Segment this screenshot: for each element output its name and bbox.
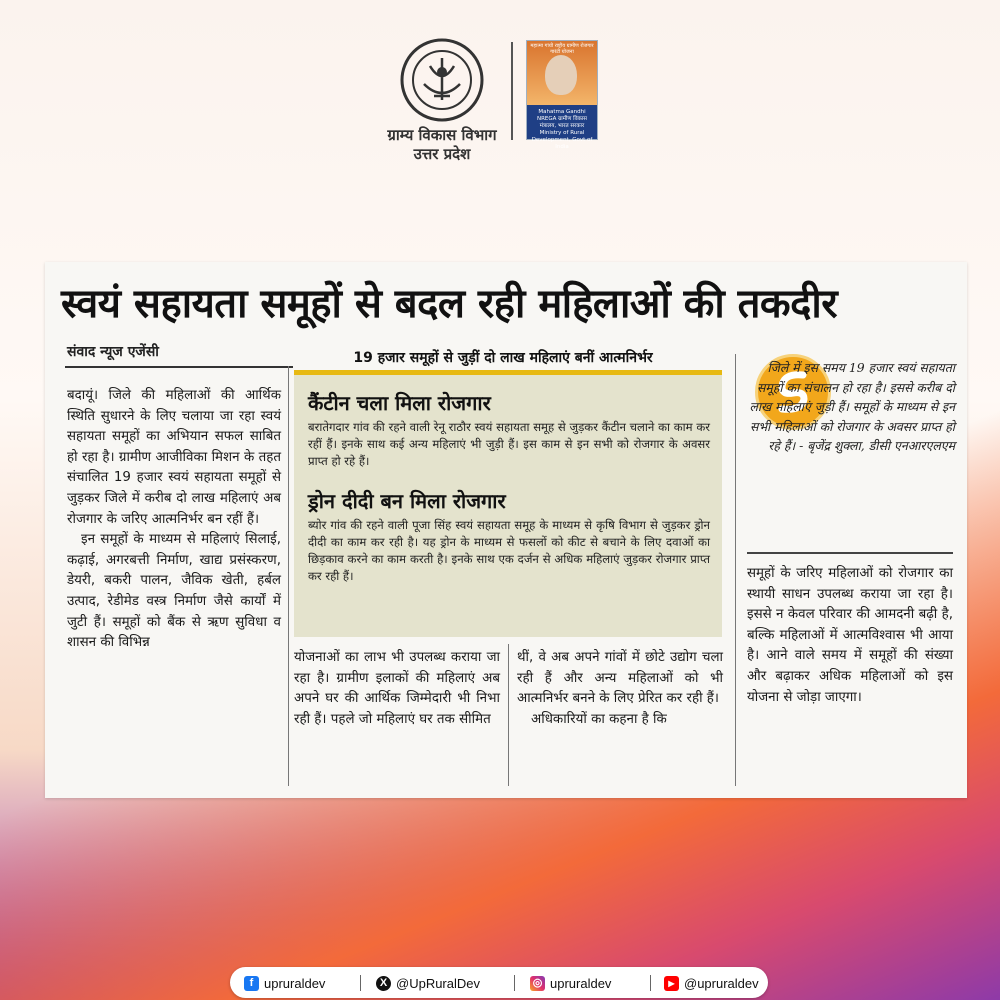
article-paragraph: योजनाओं का लाभ भी उपलब्ध कराया जा रहा है। ग्रामीण इलाकों की महिलाएं अब अपने घर की आर्थिक जिम्मेदारी भी निभा रही हैं। पहले जो महिलाएं घर तक सीमित bbox=[294, 650, 500, 727]
article-column-3 bbox=[517, 648, 723, 730]
x-handle[interactable] bbox=[376, 973, 480, 993]
mgnrega-logo-bottom-text: Mahatma Gandhi NREGA ग्रामीण विकास मंत्रालय, भारत सरकार Ministry of Rural Development, Govt of India bbox=[531, 109, 593, 150]
article-subheadline: 19 हजार समूहों से जुड़ीं दो लाख महिलाएं बनीं आत्मनिर्भर bbox=[353, 350, 653, 366]
article-paragraph: थीं, वे अब अपने गांवों में छोटे उद्योग चला रही हैं और अन्य महिलाओं को भी आत्मनिर्भर बनने के लिए प्रेरित कर रही हैं। bbox=[517, 650, 723, 707]
article-column-2 bbox=[294, 648, 500, 730]
article-paragraph: बदायूं। जिले की महिलाओं की आर्थिक स्थिति सुधारने के लिए चलाया जा रहा स्वयं सहायता समूहों का अभियान सफल साबित हो रहा है। ग्रामीण आजीविका मिशन के तहत संचालित 19 हजार स्वयं सहायता समूहों से जुड़कर जिले में करीब दो लाख महिलाएं अब रोजगार के जरिए आत्मनिर्भर बन रहीं हैं। bbox=[67, 388, 281, 527]
youtube-handle[interactable] bbox=[664, 973, 759, 993]
instagram-handle-text: upruraldev bbox=[550, 975, 612, 991]
article-headline: स्वयं सहायता समूहों से बदल रही महिलाओं की तकदीर bbox=[61, 280, 838, 327]
mgnrega-logo-top-text: महात्मा गांधी राष्ट्रीय ग्रामीण रोजगार गारंटी योजना bbox=[530, 43, 594, 55]
facebook-handle-text: upruraldev bbox=[264, 975, 326, 991]
social-separator bbox=[514, 975, 515, 991]
department-state: उत्तर प्रदेश bbox=[413, 145, 471, 163]
quote-rule bbox=[747, 552, 953, 554]
instagram-handle[interactable] bbox=[530, 973, 611, 993]
youtube-icon: ▶ bbox=[664, 976, 679, 991]
header-logos bbox=[0, 30, 1000, 163]
department-title bbox=[372, 126, 512, 164]
youtube-handle-text: @upruraldev bbox=[684, 975, 759, 991]
highlight-box bbox=[294, 370, 722, 637]
gandhi-portrait bbox=[545, 55, 577, 95]
up-government-seal bbox=[400, 38, 484, 122]
article-column-4 bbox=[747, 564, 953, 708]
article-byline: संवाद न्यूज एजेंसी bbox=[67, 344, 159, 360]
column-rule bbox=[735, 354, 736, 786]
header-divider bbox=[511, 42, 513, 140]
department-name: ग्राम्य विकास विभाग bbox=[387, 126, 497, 144]
article-column-1 bbox=[67, 386, 281, 654]
drone-story-text: ब्योर गांव की रहने वाली पूजा सिंह स्वयं सहायता समूह के माध्यम से कृषि विभाग से जुड़कर ड्रोन दीदी का काम कर रही है। यह ड्रोन के माध्यम से फसलों को कीट से बचाने के लिए दवाओं का छिड़काव करने का काम करती है। इनके साथ एक दर्जन से अधिक महिलाएं जुड़कर रोजगार प्राप्त कर रही हैं। bbox=[308, 518, 710, 583]
x-icon: X bbox=[376, 976, 391, 991]
social-separator bbox=[360, 975, 361, 991]
social-separator bbox=[650, 975, 651, 991]
instagram-icon: ◎ bbox=[530, 976, 545, 991]
official-quote: जिले में इस समय 19 हजार स्वयं सहायता समूहों का संचालन हो रहा है। इससे करीब दो लाख महिलाएं जुड़ी हैं। समूहों के माध्यम से इन सभी महिलाओं को रोजगार के अवसर प्राप्त हो रहे हैं। - बृजेंद्र शुक्ला, डीसी एनआरएलएम bbox=[749, 360, 955, 453]
facebook-handle[interactable] bbox=[244, 973, 325, 993]
mgnrega-logo bbox=[526, 40, 598, 150]
canteen-story-text: बरातेगदार गांव की रहने वाली रेनू राठौर स्वयं सहायता समूह से जुड़कर कैंटीन चलाने का काम कर रहीं हैं। इनके साथ कई अन्य महिलाएं भी जुड़ी हैं। इस काम से इन सभी को रोजगार के अवसर प्राप्त हो रहे हैं। bbox=[308, 420, 710, 468]
facebook-icon: f bbox=[244, 976, 259, 991]
article-paragraph: समूहों के जरिए महिलाओं को रोजगार का स्थायी साधन उपलब्ध कराया जा रहा है। इससे न केवल परिवार की आमदनी बढ़ी है, बल्कि महिलाओं में आत्मविश्वास भी आया है। आने वाले समय में समूहों की संख्या और बढ़ाकर अधिक महिलाओं को इस योजना से जोड़ा जाएगा। bbox=[747, 566, 953, 705]
article-paragraph: अधिकारियों का कहना है कि bbox=[531, 711, 667, 727]
byline-rule bbox=[65, 366, 293, 368]
column-rule bbox=[508, 644, 509, 786]
social-handles-bar bbox=[230, 967, 768, 998]
column-rule bbox=[288, 366, 289, 786]
x-handle-text: @UpRuralDev bbox=[396, 975, 480, 991]
drone-story-heading: ड्रोन दीदी बन मिला रोजगार bbox=[308, 489, 506, 513]
canteen-story-heading: कैंटीन चला मिला रोजगार bbox=[308, 391, 491, 415]
article-paragraph: इन समूहों के माध्यम से महिलाएं सिलाई, कढ़ाई, अगरबत्ती निर्माण, खाद्य प्रसंस्करण, डेयरी, बकरी पालन, जैविक खेती, हर्बल उत्पाद, रेडीमेड वस्त्र निर्माण जैसे कार्यों में जुटी हैं। समूहों को बैंक से ऋण सुविधा व शासन की विभिन्न bbox=[67, 532, 281, 651]
newspaper-clipping bbox=[45, 262, 967, 798]
